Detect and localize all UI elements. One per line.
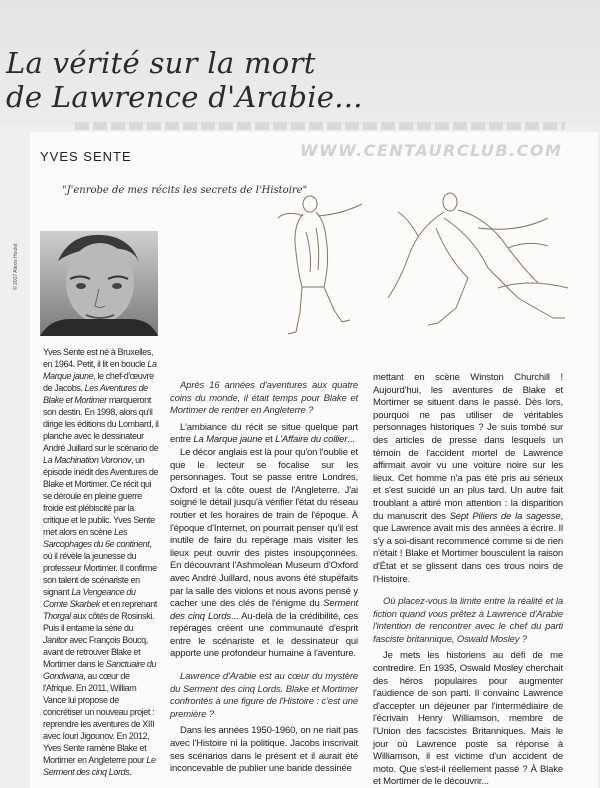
answer-text: mettant en scène Winston Churchill ! Aujourd'hui, les aventures de Blake et Mortimer se situent dans le passé. Dès lors, pourquoi ne pas utiliser de véritables personnages historiques ? Je suis tombé sur des articles de presse dans lesquels un témoin de l'accident mortel de Lawrence affirmait avoir vu une voiture noire sur les lieux. Cet homme n'a pas été pris au sérieux et s'est suicidé un an plus tard. Un autre fait troublant a attiré mon attention : la disparition du manuscrit des (373, 372, 563, 522)
bio-title: La Machination Voronov (43, 455, 131, 465)
interview-column-3 (373, 372, 563, 788)
sketch-running-man-back (272, 192, 378, 342)
bio-text: , au cœur de l'Afrique. En 2011, William Vance lui propose de concrétiser un nouveau projet : reprendre les aventures de XIII avec Iouri Jigounov. En 2012, Yves Sente ramène Blake et Mortimer en Angleterre pour (43, 671, 155, 765)
interview-question: Après 16 années d'aventures aux quatre coins du monde, il était temps pour Blake et Mortimer de rentrer en Angleterre ? (170, 380, 358, 417)
answer-text: et (262, 434, 276, 446)
answer-title: Sept Piliers de la sagesse (449, 510, 561, 522)
bio-text: et en reprenant (99, 599, 157, 609)
interview-answer: Je mets les historiens au défi de me contredire. En 1935, Oswald Mosley cherchait des héros populaires pour augmenter l'audience de son parti. Il convainc Lawrence d'accepter un déjeuner par l'intermédiaire de l'écrivain Henry Williamson, membre de l'Union des facscistes Britanniques. Mais le jour où Lawrence poste sa réponse à Williamson, il est victime d'un accident de moto. Que s'est-il réellement passé ? À Blake et Mortimer de le découvrir... (373, 650, 563, 788)
bio-title: Janitor (43, 635, 68, 645)
bio-text: Yves Sente est né à Bruxelles, en 1964. Petit, il lit en boucle (43, 347, 154, 369)
interview-answer (170, 422, 358, 447)
answer-title: L'Affaire du collier (275, 434, 348, 446)
bio-text: , un épisode inédit des Aventures de Blake et Mortimer. Ce récit qui se déroule en pleine guerre froide est plébiscité par la critique et le public. Yves Sente met alors en scène (43, 455, 159, 537)
bio-text: . (129, 767, 132, 777)
interview-question: Où placez-vous la limite entre la réalité et la fiction quand vous prêtez à Lawrence d'Arabie l'intention de rencontrer avec le chef du parti fasciste britannique, Oswald Mosley ? (373, 596, 563, 645)
author-bio (43, 346, 159, 778)
bio-title: Le Serment des cinq Lords (43, 755, 156, 777)
photo-credit: © 2017 Alexis Houlet (13, 243, 19, 290)
bio-text: , où il révèle la jeunesse du professeur Mortimer. Il confirme son talent de scénariste en signant (43, 539, 157, 597)
interview-answer: Dans les années 1950-1960, on ne riait pas avec l'Histoire ni la politique. Jacobs inscrivait ses scénarios dans le présent et il aurait été inconcevable de publier une bande dessinée (170, 725, 358, 775)
headline-line-1: La vérité sur la mort (6, 46, 316, 80)
answer-text: ... (347, 434, 355, 446)
interview-question: Lawrence d'Arabie est au cœur du mystère du Serment des cinq Lords. Blake et Mortimer confrontés à une figure de l'Histoire : c'est une première ? (170, 671, 358, 720)
bio-text: , le chef-d'œuvre de Jacobs. (43, 371, 154, 393)
bio-title: La Marque jaune (43, 359, 157, 381)
interview-answer (170, 447, 358, 661)
author-name: YVES SENTE (40, 149, 132, 164)
sketch-running-man-side (378, 188, 588, 338)
bio-title: La Vengeance du Comte Skarbek (43, 587, 136, 609)
interview-column-2 (170, 380, 358, 776)
answer-title: La Marque jaune (193, 434, 263, 446)
author-portrait-image (40, 231, 158, 336)
bio-title: Sanctuaire du Gondwana (43, 659, 157, 681)
bio-title: Thorgal (43, 611, 71, 621)
headline (6, 46, 363, 114)
author-tagline: "J'enrobe de mes récits les secrets de l'Histoire" (62, 185, 308, 196)
answer-text: L'ambiance du récit se situe quelque part entre (170, 421, 358, 446)
bio-text: marqueront son destin. En 1998, alors qu'il dirige les éditions du Lombard, il planche avec le dessinateur André Juillard sur le scénario de (43, 395, 159, 453)
bio-text: aux côtés de Rosinski. Puis il entame la série du (43, 611, 155, 633)
bio-title: Les Aventures de Blake et Mortimer (43, 383, 148, 405)
answer-text: Le décor anglais est là pour qu'on l'oublie et que le lecteur se focalise sur les personnages. Tout se passe entre Londres, Oxford et la côte ouest de l'Angleterre. J'ai soigné le détail jusqu'à vérifier l'état du réseau routier et les horaires de train de l'époque. À l'époque d'Internet, on pourrait penser qu'il est inutile de faire du repérage mais visiter les lieux peut ouvrir des pistes insoupçonnées. En découvrant l'Ashmolean Museum d'Oxford avec André Juillard, nous avons été stupéfaits par la salle des violons et nous avons pensé y cacher une des clés de l'énigme du (170, 446, 358, 610)
author-photo (40, 231, 158, 336)
answer-text: , que Lawrence avait mis des années à écrire. Il s'y a soi-disant recommencé comme si de rien n'était ! Blake et Mortimer bousculent la raison d'État et se glissent dans ces trous noirs de l'Histoire. (373, 510, 563, 585)
interview-answer (373, 372, 563, 586)
bio-title: Les Sarcophages du 6e continent (43, 527, 150, 549)
site-watermark: WWW.CENTAURCLUB.COM (300, 141, 563, 160)
headline-line-2: de Lawrence d'Arabie... (6, 80, 363, 114)
answer-text: ... Au-delà de la crédibilité, ces repérages créent une communauté d'esprit entre le scénariste et le dessinateur qui apporte une profondeur humaine à l'aventure. (170, 610, 359, 660)
faded-text-strip (75, 122, 565, 130)
bio-text: avec François Boucq, avant de retrouver Blake et Mortimer dans le (43, 635, 148, 669)
answer-title: Serment des cinq Lords (170, 598, 358, 622)
